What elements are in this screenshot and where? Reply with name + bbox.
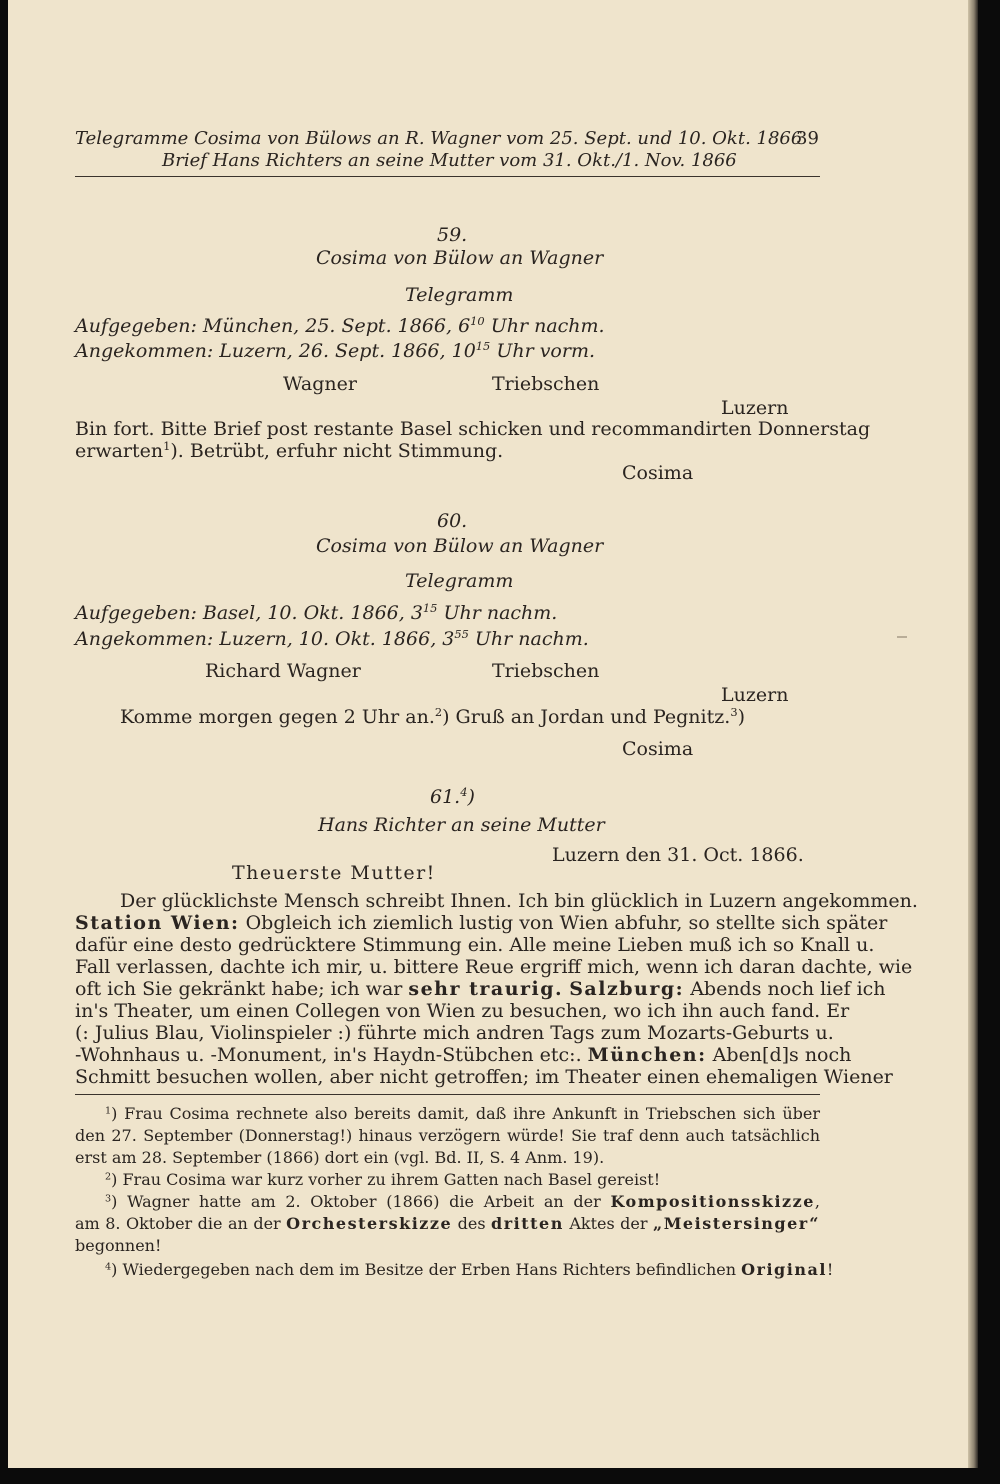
doc-59-sent: Aufgegeben: München, 25. Sept. 1866, $6^{10}$ Uhr nachm.: [75, 314, 605, 337]
doc-61-salutation: Theuerste Mutter!: [232, 862, 436, 884]
doc-59-received: Angekommen: Luzern, 26. Sept. 1866, $10^{15}$ Uhr vorm.: [75, 339, 596, 362]
doc-59-addressee-place: Triebschen: [492, 373, 600, 395]
footnote-4: $^4$) Wiedergegeben nach dem im Besitze der Erben Hans Richters befindlichen Original!: [105, 1260, 834, 1279]
letter-line-5: oft ich Sie gekränkt habe; ich war sehr traurig. Salzburg: Abends noch lief ich: [75, 978, 886, 1000]
doc-60-addressee-place: Triebschen: [492, 660, 600, 682]
doc-59-city: Luzern: [721, 397, 789, 419]
footnote-3-line-2: am 8. Oktober die an der Orchesterskizze des dritten Aktes der „Meistersinger“: [75, 1214, 820, 1233]
running-header-line-1: Telegramme Cosima von Bülows an R. Wagner vom 25. Sept. und 10. Okt. 1866: [75, 128, 803, 149]
letter-line-3: dafür eine desto gedrücktere Stimmung ein. Alle meine Lieben muß ich so Knall u.: [75, 934, 875, 956]
page-edge: [968, 0, 978, 1468]
doc-61-number: 61.$^4$): [430, 785, 475, 808]
doc-59-type: Telegramm: [405, 284, 514, 306]
doc-60-body: Komme morgen gegen 2 Uhr an.$^2$) Gruß an Jordan und Pegnitz.$^3$): [120, 705, 745, 728]
footnote-1-line-1: $^1$) Frau Cosima rechnete also bereits damit, daß ihre Ankunft in Triebschen sich über: [105, 1104, 820, 1123]
page-number: 39: [796, 128, 819, 149]
footnote-1-line-3: erst am 28. September (1866) dort ein (vgl. Bd. II, S. 4 Anm. 19).: [75, 1148, 605, 1167]
margin-mark: [897, 636, 907, 638]
doc-60-title: Cosima von Bülow an Wagner: [316, 535, 604, 557]
doc-60-number: 60.: [437, 510, 468, 532]
doc-61-title: Hans Richter an seine Mutter: [318, 814, 605, 836]
doc-59-addressee: Wagner: [283, 373, 357, 395]
footnote-1-line-2: den 27. September (Donnerstag!) hinaus verzögern würde! Sie traf denn auch tatsächlich: [75, 1126, 820, 1145]
letter-line-1: Der glücklichste Mensch schreibt Ihnen. Ich bin glücklich in Luzern angekommen.: [120, 890, 918, 912]
running-header-line-2: Brief Hans Richters an seine Mutter vom 31. Okt./1. Nov. 1866: [162, 150, 737, 171]
doc-60-sent: Aufgegeben: Basel, 10. Okt. 1866, $3^{15}$ Uhr nachm.: [75, 601, 558, 624]
letter-line-7: (: Julius Blau, Violinspieler :) führte mich andren Tags zum Mozarts-Geburts u.: [75, 1022, 834, 1044]
letter-line-2: Station Wien: Obgleich ich ziemlich lustig von Wien abfuhr, so stellte sich später: [75, 912, 888, 934]
footnote-2: $^2$) Frau Cosima war kurz vorher zu ihrem Gatten nach Basel gereist!: [105, 1170, 661, 1189]
doc-59-title: Cosima von Bülow an Wagner: [316, 247, 604, 269]
doc-60-city: Luzern: [721, 684, 789, 706]
letter-line-4: Fall verlassen, dachte ich mir, u. bittere Reue ergriff mich, wenn ich daran dachte, wie: [75, 956, 913, 978]
footnote-3-line-3: begonnen!: [75, 1236, 162, 1255]
doc-60-addressee: Richard Wagner: [205, 660, 361, 682]
doc-61-dateline: Luzern den 31. Oct. 1866.: [552, 844, 804, 866]
letter-line-9: Schmitt besuchen wollen, aber nicht getroffen; im Theater einen ehemaligen Wiener: [75, 1066, 893, 1088]
doc-59-body-line-2: erwarten$^1$). Betrübt, erfuhr nicht Stimmung.: [75, 439, 504, 462]
doc-60-signature: Cosima: [622, 738, 694, 760]
footnote-rule: [75, 1094, 820, 1095]
letter-line-6: in's Theater, um einen Collegen von Wien zu besuchen, wo ich ihn auch fand. Er: [75, 1000, 850, 1022]
doc-59-signature: Cosima: [622, 462, 694, 484]
footnote-3-line-1: $^3$) Wagner hatte am 2. Oktober (1866) die Arbeit an der Kompositionsskizze,: [105, 1192, 820, 1211]
letter-line-8: -Wohnhaus u. -Monument, in's Haydn-Stübchen etc:. München: Aben[d]s noch: [75, 1044, 852, 1066]
doc-59-body-line-1: Bin fort. Bitte Brief post restante Basel schicken und recommandirten Donnerstag: [75, 418, 871, 440]
doc-60-received: Angekommen: Luzern, 10. Okt. 1866, $3^{55}$ Uhr nachm.: [75, 627, 589, 650]
header-rule: [75, 176, 820, 177]
doc-59-number: 59.: [437, 224, 468, 246]
doc-60-type: Telegramm: [405, 570, 514, 592]
